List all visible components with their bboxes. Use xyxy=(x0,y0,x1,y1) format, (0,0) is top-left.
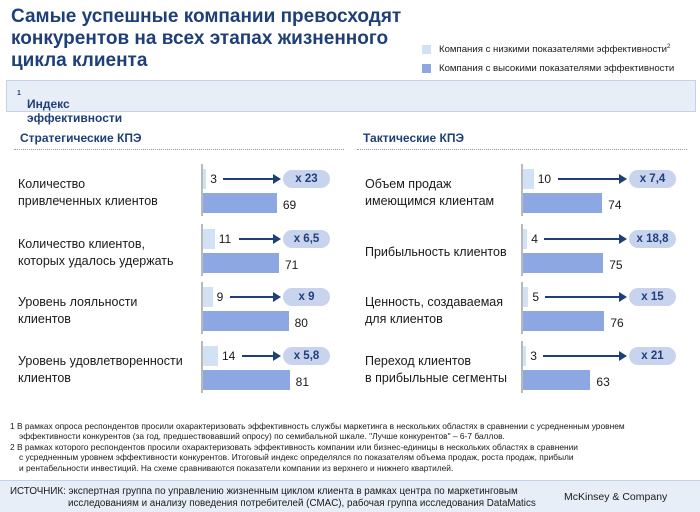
tactical-value-high-4: 63 xyxy=(596,375,610,389)
index-band xyxy=(6,80,696,125)
strategic-kpi-label-2 xyxy=(18,236,174,270)
legend-label-high: Компания с высокими показателями эффективности xyxy=(439,63,675,74)
strategic-bar-high-3 xyxy=(203,311,289,331)
strategic-arrow-head-icon-4 xyxy=(273,351,281,361)
tactical-value-low-1: 10 xyxy=(537,172,552,186)
legend-swatch-low xyxy=(422,45,431,54)
strategic-arrow-line-3 xyxy=(230,296,273,298)
tactical-bar-high-2 xyxy=(523,253,603,273)
tactical-arrow-head-icon-2 xyxy=(619,234,627,244)
tactical-value-high-1: 74 xyxy=(608,198,622,212)
strategic-bar-low-4 xyxy=(203,346,218,366)
tactical-value-low-4: 3 xyxy=(530,349,537,363)
footnote-2-line-1: 2 В рамках которого респондентов просили охарактеризовать эффективность компании или бизнес-единицы в нескольких областях в сравнении xyxy=(10,441,578,452)
strategic-kpi-label-line-1: Количество xyxy=(18,177,86,191)
tactical-bar-high-1 xyxy=(523,193,602,213)
legend-swatch-high xyxy=(422,64,431,73)
strategic-value-high-1: 69 xyxy=(282,198,297,212)
tactical-value-high-3: 76 xyxy=(610,316,624,330)
source-band xyxy=(0,480,700,512)
tactical-kpi-label-line-1: Ценность, создаваемая xyxy=(365,295,504,309)
strategic-kpi-label-line-2: клиентов xyxy=(18,312,71,326)
tactical-arrow-head-icon-1 xyxy=(619,174,627,184)
strategic-value-high-4: 81 xyxy=(295,375,310,389)
tactical-arrow-line-1 xyxy=(558,178,619,180)
strategic-value-high-2: 71 xyxy=(284,258,299,272)
tactical-multiplier-2: x 18,8 xyxy=(629,230,676,248)
tactical-value-high-2: 75 xyxy=(609,258,623,272)
strategic-arrow-head-icon-3 xyxy=(273,292,281,302)
strategic-arrow-line-1 xyxy=(223,178,273,180)
tactical-arrow-line-4 xyxy=(543,355,619,357)
strategic-multiplier-3: x 9 xyxy=(283,288,330,306)
strategic-bar-low-3 xyxy=(203,287,213,307)
strategic-kpi-label-3 xyxy=(18,294,137,328)
source-line-2: исследованиям и анализу поведения потребителей (CMAC), рабочая группа исследования DataMatics xyxy=(68,498,536,509)
tactical-kpi-label-3 xyxy=(365,294,503,328)
legend-item-high xyxy=(422,59,698,78)
strategic-kpi-rule xyxy=(14,149,344,150)
tactical-kpi-label-4 xyxy=(365,353,507,387)
strategic-arrow-head-icon-2 xyxy=(273,234,281,244)
strategic-kpi-label-line-1: Количество клиентов, xyxy=(18,237,145,251)
tactical-kpi-label-line-2: в прибыльные сегменты xyxy=(365,371,507,385)
tactical-arrow-line-3 xyxy=(545,296,619,298)
strategic-kpi-label-line-1: Уровень удовлетворенности xyxy=(18,354,183,368)
strategic-multiplier-1: x 23 xyxy=(283,170,330,188)
legend-item-low xyxy=(422,40,698,59)
tactical-value-low-3: 5 xyxy=(532,290,540,304)
tactical-kpi-heading: Тактические КПЭ xyxy=(363,131,464,145)
tactical-kpi-label-line-1: Прибыльность клиентов xyxy=(365,245,507,259)
strategic-value-high-3: 80 xyxy=(294,316,308,330)
strategic-bar-high-2 xyxy=(203,253,279,273)
strategic-value-low-3: 9 xyxy=(216,290,224,304)
tactical-bar-low-4 xyxy=(523,346,526,366)
strategic-kpi-label-line-2: привлеченных клиентов xyxy=(18,194,158,208)
tactical-kpi-label-line-1: Переход клиентов xyxy=(365,354,472,368)
tactical-arrow-head-icon-3 xyxy=(619,292,627,302)
strategic-kpi-label-line-1: Уровень лояльности xyxy=(18,295,138,309)
tactical-arrow-head-icon-4 xyxy=(619,351,627,361)
strategic-kpi-label-line-2: клиентов xyxy=(18,371,71,385)
index-band-label: Индекс эффективности $^1$ xyxy=(17,90,123,125)
strategic-arrow-head-icon-1 xyxy=(273,174,281,184)
legend-label-low: Компания с низкими показателями эффективности$^2$ xyxy=(439,43,671,56)
strategic-arrow-line-2 xyxy=(239,238,273,240)
footnotes xyxy=(10,421,696,473)
tactical-bar-low-1 xyxy=(523,169,534,189)
strategic-kpi-label-line-2: которых удалось удержать xyxy=(18,254,174,268)
tactical-kpi-label-line-2: для клиентов xyxy=(365,312,443,326)
tactical-bar-high-4 xyxy=(523,370,590,390)
strategic-multiplier-4: x 5,8 xyxy=(283,347,330,365)
strategic-value-low-1: 3 xyxy=(210,172,217,186)
strategic-value-low-2: 11 xyxy=(218,232,232,246)
tactical-bar-high-3 xyxy=(523,311,604,331)
footnote-1-line-2: эффективности конкурентов (за год, предшествовавший опросу) по семибальной шкале. "Лучше конкурентов" – 6-7 баллов. xyxy=(19,431,505,442)
footnote-2-line-2: с усредненным уровнем эффективности конкурентов. Итоговый индекс определялся по показателям объема продаж, роста продаж, прибыли xyxy=(19,452,574,463)
tactical-kpi-label-line-2: имеющимся клиентам xyxy=(365,194,495,208)
tactical-kpi-label-1 xyxy=(365,176,494,210)
tactical-bar-low-2 xyxy=(523,229,527,249)
page-title: Самые успешные компании превосходят конкурентов на всех этапах жизненного цикла клиента xyxy=(11,6,402,71)
brand-logo-text: McKinsey & Company xyxy=(564,491,668,503)
tactical-multiplier-1: x 7,4 xyxy=(629,170,676,188)
strategic-kpi-label-4 xyxy=(18,353,183,387)
legend xyxy=(422,40,698,78)
strategic-bar-high-4 xyxy=(203,370,290,390)
strategic-bar-high-1 xyxy=(203,193,277,213)
source-line-1: ИСТОЧНИК: экспертная группа по управлению жизненным циклом клиента в рамках центра по маркетинговым xyxy=(10,486,518,497)
strategic-bar-low-2 xyxy=(203,229,215,249)
strategic-bar-low-1 xyxy=(203,169,206,189)
strategic-multiplier-2: x 6,5 xyxy=(283,230,330,248)
tactical-kpi-label-2 xyxy=(365,244,507,261)
source-text xyxy=(10,486,540,510)
footnote-1-line-1: 1 В рамках опроса респондентов просили охарактеризовать эффективность службы маркетинга в нескольких областях в сравнении с усредненным уровнем xyxy=(10,421,625,431)
strategic-value-low-4: 14 xyxy=(221,349,236,363)
tactical-arrow-line-2 xyxy=(544,238,619,240)
strategic-kpi-label-1 xyxy=(18,176,158,210)
tactical-bar-low-3 xyxy=(523,287,528,307)
strategic-kpi-heading: Стратегические КПЭ xyxy=(20,131,142,145)
tactical-value-low-2: 4 xyxy=(531,232,538,246)
tactical-multiplier-4: x 21 xyxy=(629,347,676,365)
footnote-2-line-3: и рентабельности инвестиций. На схеме сравниваются показатели компании из верхнего и нижнего квартилей. xyxy=(19,462,454,473)
tactical-kpi-rule xyxy=(357,149,687,150)
tactical-multiplier-3: x 15 xyxy=(629,288,676,306)
strategic-arrow-line-4 xyxy=(242,355,273,357)
tactical-kpi-label-line-1: Объем продаж xyxy=(365,177,452,191)
